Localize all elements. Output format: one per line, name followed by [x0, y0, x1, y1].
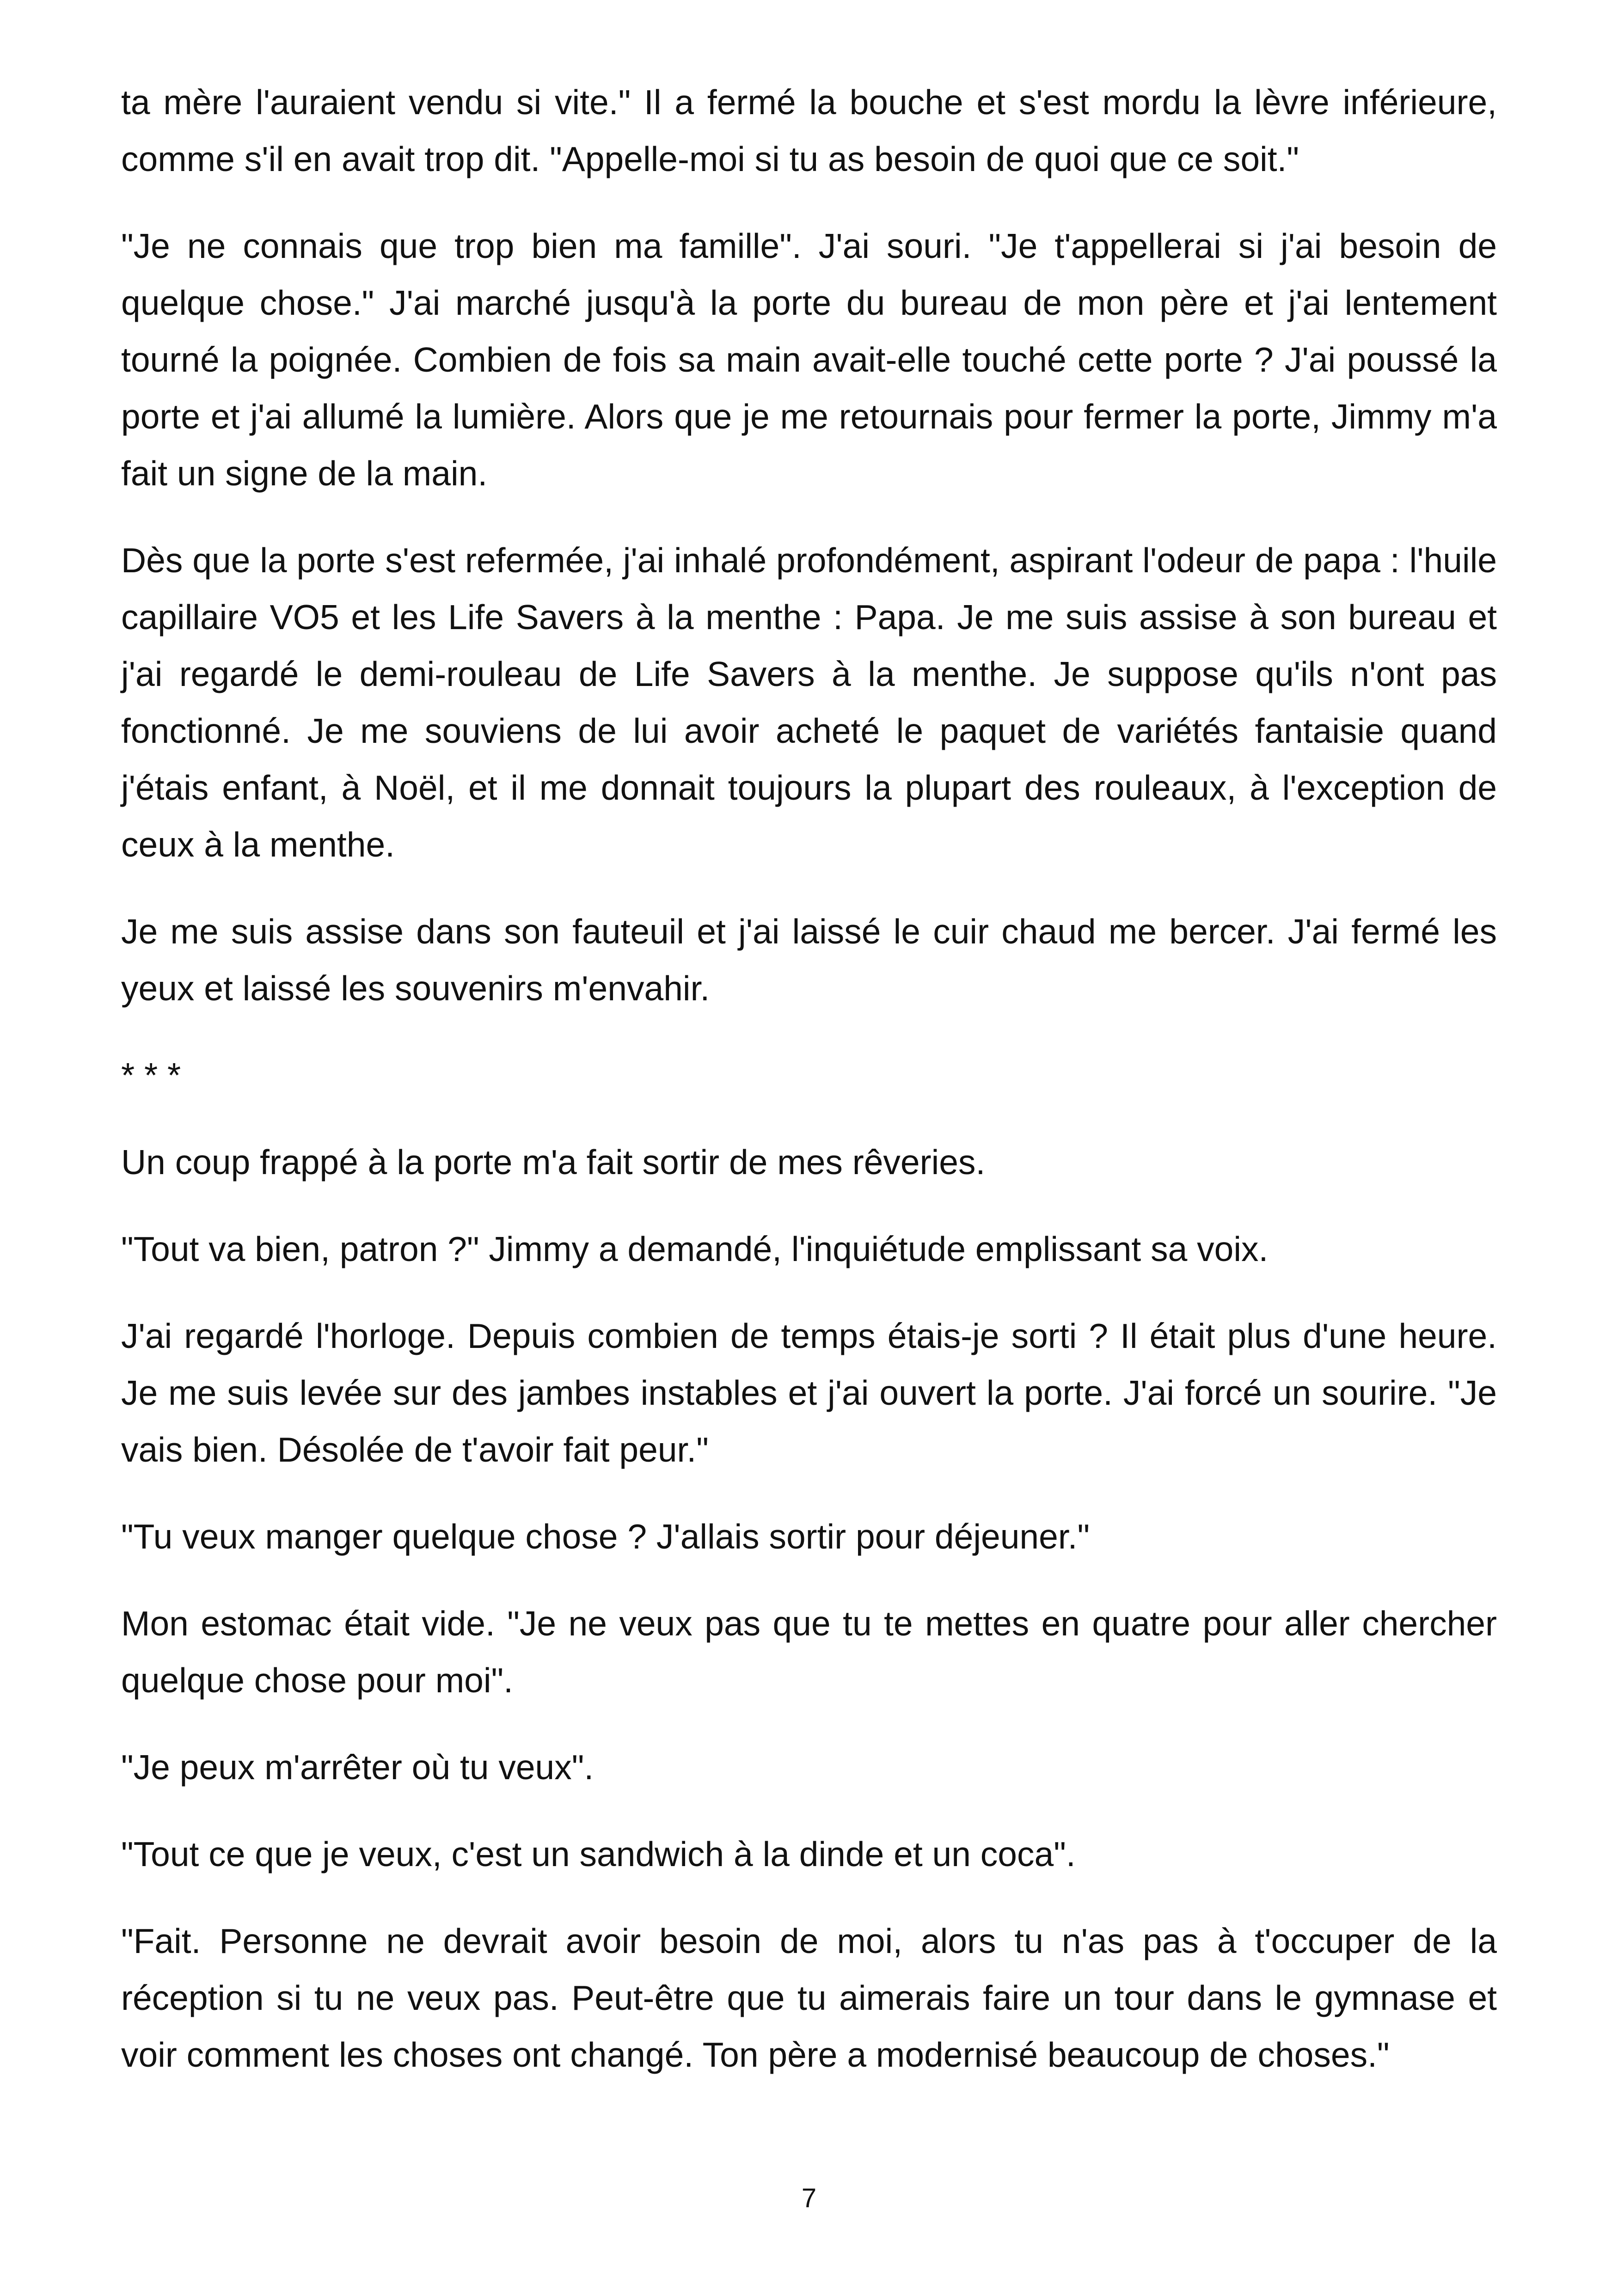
- page-number: 7: [801, 2183, 817, 2213]
- paragraph-11: "Tout ce que je veux, c'est un sandwich à la dinde et un coca".: [121, 1835, 1076, 1874]
- paragraph-1: ta mère l'auraient vendu si vite." Il a fermé la bouche et s'est mordu la lèvre inférieure, comme s'il en avait trop dit. "Appelle-moi si tu as besoin de quoi que ce soit.": [121, 83, 1497, 178]
- paragraph-3: Dès que la porte s'est refermée, j'ai inhalé profondément, aspirant l'odeur de papa : l'huile capillaire VO5 et les Life Savers à la menthe : Papa. Je me suis assise à son bureau et j'ai regardé le demi-rouleau de Life Savers à la menthe. Je suppose qu'ils n'ont pas fonctionné. Je me souviens de lui avoir acheté le paquet de variétés fantaisie quand j'étais enfant, à Noël, et il me donnait toujours la plupart des rouleaux, à l'exception de ceux à la menthe.: [121, 541, 1497, 864]
- document-body: [121, 74, 1497, 2113]
- paragraph-9: Mon estomac était vide. "Je ne veux pas que tu te mettes en quatre pour aller chercher quelque chose pour moi".: [121, 1604, 1497, 1700]
- paragraph-8: "Tu veux manger quelque chose ? J'allais sortir pour déjeuner.": [121, 1517, 1090, 1556]
- paragraph-5: Un coup frappé à la porte m'a fait sortir de mes rêveries.: [121, 1143, 986, 1182]
- scene-break: * * *: [121, 1056, 181, 1095]
- paragraph-4: Je me suis assise dans son fauteuil et j'ai laissé le cuir chaud me bercer. J'ai fermé les yeux et laissé les souvenirs m'envahir.: [121, 912, 1497, 1008]
- paragraph-10: "Je peux m'arrêter où tu veux".: [121, 1748, 594, 1787]
- paragraph-12: "Fait. Personne ne devrait avoir besoin de moi, alors tu n'as pas à t'occuper de la réception si tu ne veux pas. Peut-être que tu aimerais faire un tour dans le gymnase et voir comment les choses ont changé. Ton père a modernisé beaucoup de choses.": [121, 1922, 1497, 2074]
- paragraph-2: "Je ne connais que trop bien ma famille". J'ai souri. "Je t'appellerai si j'ai besoin de quelque chose." J'ai marché jusqu'à la porte du bureau de mon père et j'ai lentement tourné la poignée. Combien de fois sa main avait-elle touché cette porte ? J'ai poussé la porte et j'ai allumé la lumière. Alors que je me retournais pour fermer la porte, Jimmy m'a fait un signe de la main.: [121, 227, 1497, 493]
- paragraph-6: "Tout va bien, patron ?" Jimmy a demandé, l'inquiétude emplissant sa voix.: [121, 1230, 1269, 1268]
- paragraph-7: J'ai regardé l'horloge. Depuis combien de temps étais-je sorti ? Il était plus d'une heure. Je me suis levée sur des jambes instables et j'ai ouvert la porte. J'ai forcé un sourire. "Je vais bien. Désolée de t'avoir fait peur.": [121, 1316, 1497, 1469]
